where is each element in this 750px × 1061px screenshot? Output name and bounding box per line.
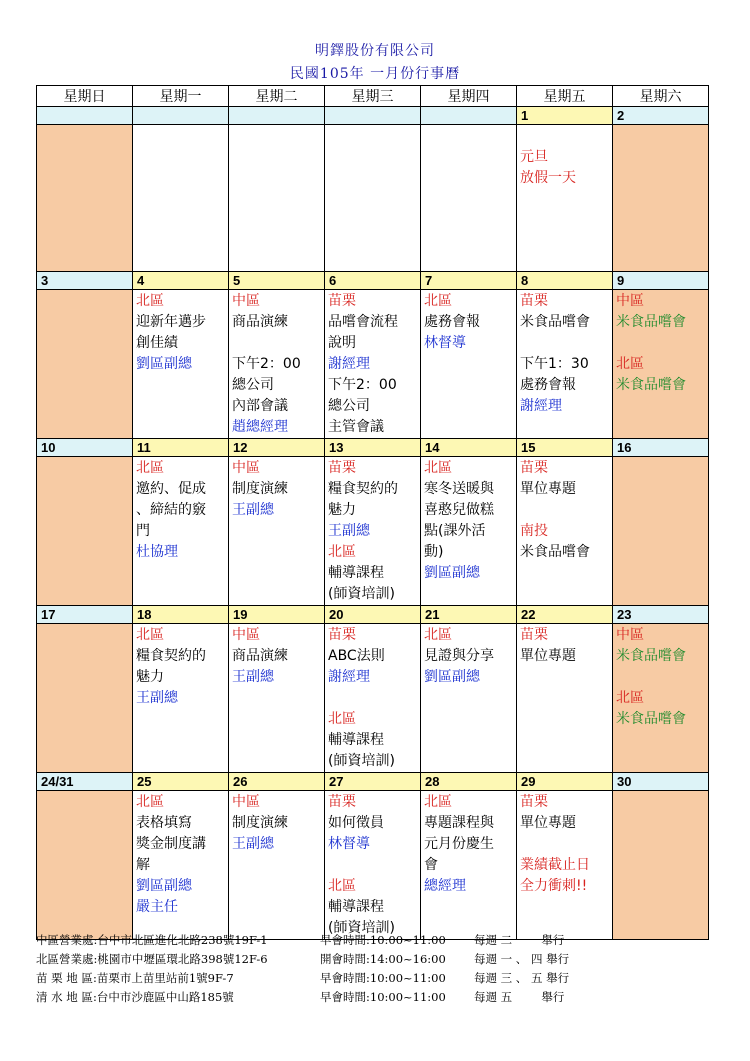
event-line: 制度演練 [232,481,288,497]
date-number: 13 [325,439,421,457]
date-number: 9 [613,272,709,290]
event-line: 謝經理 [520,398,562,414]
event-line: 會 [424,857,438,873]
date-number: 22 [517,606,613,624]
event-line: 單位專題 [520,648,576,664]
event-line: 全力衝刺!! [520,878,588,894]
day-cell [325,791,421,940]
calendar-body [37,107,709,940]
date-row [37,272,709,290]
event-line: 邀約、促成 [136,481,206,497]
event-line: 苗栗 [520,794,548,810]
day-cell [325,457,421,606]
event-line: 解 [136,857,150,873]
event-line: 嚴主任 [136,899,178,915]
calendar-table [36,85,709,940]
date-number: 30 [613,773,709,791]
event-line: 魅力 [136,669,164,685]
day-cell [229,791,325,940]
day-cell [613,624,709,773]
date-number: 15 [517,439,613,457]
event-line: 米食品嚐會 [616,648,686,664]
event-line: 北區 [424,460,452,476]
company-name: 明鐸股份有限公司 [315,43,435,59]
event-line: 專題課程與 [424,815,494,831]
event-line: 下午1：30 [520,356,589,372]
event-line: 品嚐會流程 [328,314,398,330]
date-number: 12 [229,439,325,457]
weekday-header: 星期一 [133,86,229,107]
event-line: (師資培訓) [328,586,395,602]
event-line: 北區 [136,794,164,810]
event-line: 處務會報 [424,314,480,330]
weekday-header: 星期四 [421,86,517,107]
date-number [133,107,229,125]
date-number: 11 [133,439,229,457]
event-line: 寒冬送暖與 [424,481,494,497]
weekday-header: 星期三 [325,86,421,107]
event-line: 王副總 [232,669,274,685]
office-line [36,950,716,968]
event-line: 王副總 [232,836,274,852]
event-line: 北區 [136,627,164,643]
event-line: 糧食契約的 [136,648,206,664]
event-line: 北區 [328,711,356,727]
date-number: 20 [325,606,421,624]
date-number: 1 [517,107,613,125]
office-line [36,969,716,987]
event-line: 米食品嚐會 [616,377,686,393]
day-cell [421,457,517,606]
event-line: 北區 [424,293,452,309]
event-row [37,125,709,272]
event-line: 下午2：00 [328,377,397,393]
event-line: 北區 [616,356,644,372]
office-address: 北區營業處:桃園市中壢區環北路398號12F-6 [36,952,268,966]
event-line: 中區 [616,293,644,309]
event-line: 北區 [328,878,356,894]
event-line: 北區 [424,794,452,810]
day-cell [37,290,133,439]
day-cell [517,791,613,940]
date-number: 2 [613,107,709,125]
day-cell [133,125,229,272]
day-cell [229,624,325,773]
event-line: 單位專題 [520,481,576,497]
meeting-time: 早會時間:10:00~11:00 [320,933,446,947]
date-number: 7 [421,272,517,290]
event-line: 中區 [232,627,260,643]
date-number: 18 [133,606,229,624]
event-line: 如何徵員 [328,815,384,831]
date-row [37,439,709,457]
event-line: 米食品嚐會 [616,711,686,727]
event-line: 苗栗 [328,627,356,643]
spacer [328,855,420,876]
date-row [37,107,709,125]
event-line: 中區 [616,627,644,643]
meeting-days: 每週 五 舉行 [474,990,565,1004]
event-line: 北區 [136,460,164,476]
event-line: 內部會議 [232,398,288,414]
event-line: 北區 [328,544,356,560]
event-line: 謝經理 [328,356,370,372]
event-row [37,290,709,439]
spacer [616,667,708,688]
day-cell [613,457,709,606]
event-line: 米食品嚐會 [616,314,686,330]
event-line: 創佳績 [136,335,178,351]
event-line: 元月份慶生 [424,836,494,852]
date-number [229,107,325,125]
office-line [36,988,716,1006]
spacer [520,834,612,855]
event-line: 商品演練 [232,314,288,330]
event-line: 劉區副總 [424,669,480,685]
event-line: 總經理 [424,878,466,894]
day-cell [421,624,517,773]
event-line: 謝經理 [328,669,370,685]
event-line: 劉區副總 [136,878,192,894]
spacer [616,333,708,354]
day-cell [133,791,229,940]
office-address: 苗 栗 地 區:苗栗市上苗里站前1號9F-7 [36,971,234,985]
event-line: 商品演練 [232,648,288,664]
date-number: 26 [229,773,325,791]
meeting-days: 每週 二 舉行 [474,933,565,947]
weekday-header: 星期日 [37,86,133,107]
event-line: 中區 [232,293,260,309]
date-number: 24/31 [37,773,133,791]
meeting-time: 早會時間:10:00~11:00 [320,971,446,985]
event-line: 元旦 [520,149,548,165]
date-number: 5 [229,272,325,290]
event-line: 業績截止日 [520,857,590,873]
weekday-header: 星期二 [229,86,325,107]
event-line: 說明 [328,335,356,351]
meeting-days: 每週 三 、 五 舉行 [474,971,570,985]
event-line: 杜協理 [136,544,178,560]
day-cell [133,457,229,606]
day-cell [37,125,133,272]
event-line: (師資培訓) [328,753,395,769]
day-cell [133,624,229,773]
spacer [328,688,420,709]
event-line: 輔導課程 [328,899,384,915]
event-line: 林督導 [328,836,370,852]
event-line: 北區 [424,627,452,643]
event-line: 獎金制度講 [136,836,206,852]
spacer [232,333,324,354]
day-cell [37,457,133,606]
date-number: 17 [37,606,133,624]
date-number: 28 [421,773,517,791]
event-line: 苗栗 [328,293,356,309]
weekday-header: 星期五 [517,86,613,107]
date-number: 10 [37,439,133,457]
event-line: 王副總 [136,690,178,706]
date-number: 19 [229,606,325,624]
spacer [520,126,612,147]
event-line: 劉區副總 [424,565,480,581]
day-cell [517,290,613,439]
date-number: 4 [133,272,229,290]
day-cell [229,457,325,606]
event-line: 劉區副總 [136,356,192,372]
event-line: 北區 [616,690,644,706]
date-number: 25 [133,773,229,791]
date-row [37,773,709,791]
event-line: 中區 [232,460,260,476]
event-line: 苗栗 [520,293,548,309]
day-cell [421,290,517,439]
date-number: 16 [613,439,709,457]
event-row [37,624,709,773]
event-line: 輔導課程 [328,565,384,581]
event-line: 單位專題 [520,815,576,831]
date-number: 27 [325,773,421,791]
date-number [325,107,421,125]
event-line: 王副總 [328,523,370,539]
event-line: 下午2：00 [232,356,301,372]
event-line: 迎新年邁步 [136,314,206,330]
event-line: 趙總經理 [232,419,288,435]
day-cell [37,624,133,773]
weekday-header: 星期六 [613,86,709,107]
day-cell [613,290,709,439]
calendar-title: 民國105年 一月份行事曆 [289,66,461,82]
event-line: 苗栗 [328,794,356,810]
event-line: 見證與分享 [424,648,494,664]
day-cell [421,791,517,940]
meeting-time: 開會時間:14:00~16:00 [320,952,446,966]
event-line: 輔導課程 [328,732,384,748]
day-cell [229,290,325,439]
event-line: 總公司 [328,398,370,414]
date-number: 3 [37,272,133,290]
spacer [520,500,612,521]
day-cell [37,791,133,940]
event-line: ABC法則 [328,648,385,664]
office-address: 清 水 地 區:台中市沙鹿區中山路185號 [36,990,234,1004]
date-number: 8 [517,272,613,290]
event-line: 苗栗 [520,460,548,476]
event-line: 、締結的竅 [136,502,206,518]
event-line: 總公司 [232,377,274,393]
date-number: 14 [421,439,517,457]
day-cell [421,125,517,272]
day-cell [133,290,229,439]
event-line: 魅力 [328,502,356,518]
event-line: 動) [424,544,444,560]
event-line: 中區 [232,794,260,810]
office-address: 中區營業處:台中市北區進化北路238號19F-1 [36,933,268,947]
date-number: 21 [421,606,517,624]
event-line: 王副總 [232,502,274,518]
day-cell [325,125,421,272]
event-line: 米食品嚐會 [520,314,590,330]
event-line: 喜憨兒做糕 [424,502,494,518]
event-line: 放假一天 [520,170,576,186]
spacer [520,333,612,354]
date-number [421,107,517,125]
event-line: 制度演練 [232,815,288,831]
day-cell [517,457,613,606]
event-line: 米食品嚐會 [520,544,590,560]
day-cell [229,125,325,272]
event-line: 主管會議 [328,419,384,435]
event-line: 林督導 [424,335,466,351]
event-line: 苗栗 [520,627,548,643]
event-row [37,457,709,606]
date-number [37,107,133,125]
meeting-days: 每週 一 、 四 舉行 [474,952,570,966]
day-cell [613,125,709,272]
event-line: 糧食契約的 [328,481,398,497]
event-line: (師資培訓) [328,920,395,936]
event-row [37,791,709,940]
date-number: 23 [613,606,709,624]
event-line: 點(課外活 [424,523,486,539]
event-line: 苗栗 [328,460,356,476]
day-cell [517,125,613,272]
event-line: 南投 [520,523,548,539]
event-line: 北區 [136,293,164,309]
date-number: 29 [517,773,613,791]
event-line: 表格填寫 [136,815,192,831]
day-cell [517,624,613,773]
day-cell [325,624,421,773]
event-line: 處務會報 [520,377,576,393]
weekday-header-row [37,86,709,107]
meeting-time: 早會時間:10:00~11:00 [320,990,446,1004]
event-line: 門 [136,523,150,539]
date-row [37,606,709,624]
date-number: 6 [325,272,421,290]
day-cell [613,791,709,940]
office-line [36,931,716,949]
day-cell [325,290,421,439]
